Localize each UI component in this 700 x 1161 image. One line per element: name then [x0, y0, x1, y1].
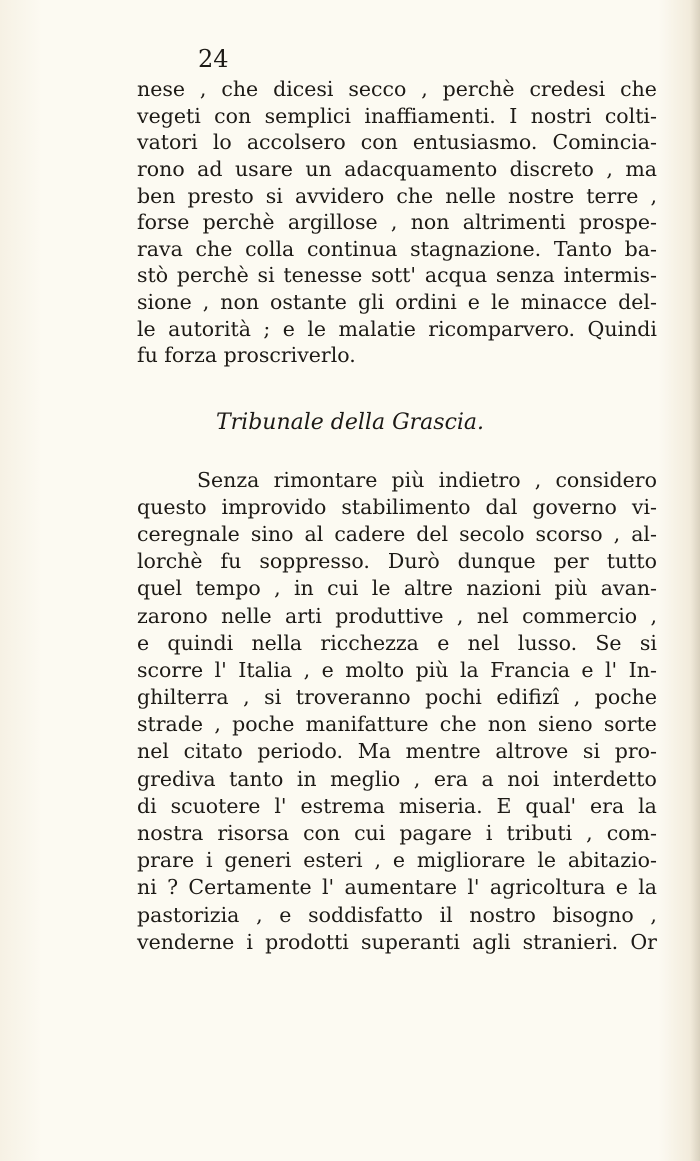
line-text: forse perchè argillose , non altrimenti prospe- [137, 210, 657, 235]
text-line [137, 103, 657, 130]
text-line [137, 236, 657, 263]
text-line [137, 738, 657, 765]
text-line [137, 262, 657, 289]
line-text: nostra risorsa con cui pagare i tributi , com- [137, 821, 657, 846]
line-text: le autorità ; e le malatie ricomparvero. Quindi [137, 316, 657, 341]
text-line [137, 520, 657, 547]
line-text: rono ad usare un adacquamento discreto , ma [137, 157, 657, 182]
text-line [137, 629, 657, 656]
line-text: rava che colla continua stagnazione. Tanto ba- [137, 236, 657, 261]
paragraph-2 [137, 466, 657, 955]
paragraph-1 [137, 76, 657, 369]
line-text: Senza rimontare più indietro , considero [197, 467, 657, 492]
text-line [137, 684, 657, 711]
text-line [137, 493, 657, 520]
line-text: vegeti con semplici inaffiamenti. I nostri colti- [137, 103, 657, 128]
line-text: grediva tanto in meglio , era a noi interdetto [137, 766, 657, 791]
line-text: prare i generi esteri , e migliorare le abitazio- [137, 848, 657, 873]
line-text: stò perchè si tenesse sott' acqua senza intermis- [137, 263, 657, 288]
line-text: nel citato periodo. Ma mentre altrove si pro- [137, 739, 657, 764]
text-line [137, 156, 657, 183]
line-text: di scuotere l' estrema miseria. E qual' era la [137, 793, 657, 818]
text-line [137, 792, 657, 819]
text-line [137, 548, 657, 575]
line-text: lorchè fu soppresso. Durò dunque per tutto [137, 549, 657, 574]
text-line [137, 342, 657, 369]
text-line [137, 874, 657, 901]
line-text: questo improvido stabilimento dal governo vi- [137, 494, 657, 519]
text-line [137, 209, 657, 236]
text-line [137, 901, 657, 928]
text-line [137, 182, 657, 209]
text-line [137, 76, 657, 103]
line-text: vatori lo accolsero con entusiasmo. Comincia- [137, 130, 657, 155]
text-line [137, 466, 657, 493]
text-line [137, 575, 657, 602]
text-line [137, 847, 657, 874]
line-text: ni ? Certamente l' aumentare l' agricoltura e la [137, 875, 657, 900]
line-text: ghilterra , si troveranno pochi edifizî , poche [137, 685, 657, 710]
line-text: venderne i prodotti superanti agli stranieri. Or [137, 929, 657, 954]
text-line [137, 711, 657, 738]
text-line [137, 129, 657, 156]
line-text: fu forza proscriverlo. [137, 343, 356, 368]
line-text: pastorizia , e soddisfatto il nostro bisogno , [137, 902, 657, 927]
line-text: scorre l' Italia , e molto più la Francia e l' In- [137, 657, 657, 682]
text-line [137, 819, 657, 846]
line-text: strade , poche manifatture che non sieno sorte [137, 712, 657, 737]
text-line [137, 765, 657, 792]
text-line [137, 289, 657, 316]
line-text: zarono nelle arti produttive , nel commercio , [137, 603, 657, 628]
line-text: ben presto si avvidero che nelle nostre terre , [137, 183, 657, 208]
page-edge-shadow [690, 0, 700, 1161]
section-heading: Tribunale della Grascia. [215, 410, 485, 435]
line-text: nese , che dicesi secco , perchè credesi che [137, 77, 657, 102]
page-number: 24 [198, 45, 229, 73]
line-text: ceregnale sino al cadere del secolo scorso , al- [137, 521, 657, 546]
line-text: sione , non ostante gli ordini e le minacce del- [137, 290, 657, 315]
text-line [137, 602, 657, 629]
line-text: e quindi nella ricchezza e nel lusso. Se si [137, 630, 657, 655]
line-text: quel tempo , in cui le altre nazioni più avan- [137, 576, 657, 601]
text-line [137, 656, 657, 683]
text-line [137, 928, 657, 955]
text-line [137, 315, 657, 342]
